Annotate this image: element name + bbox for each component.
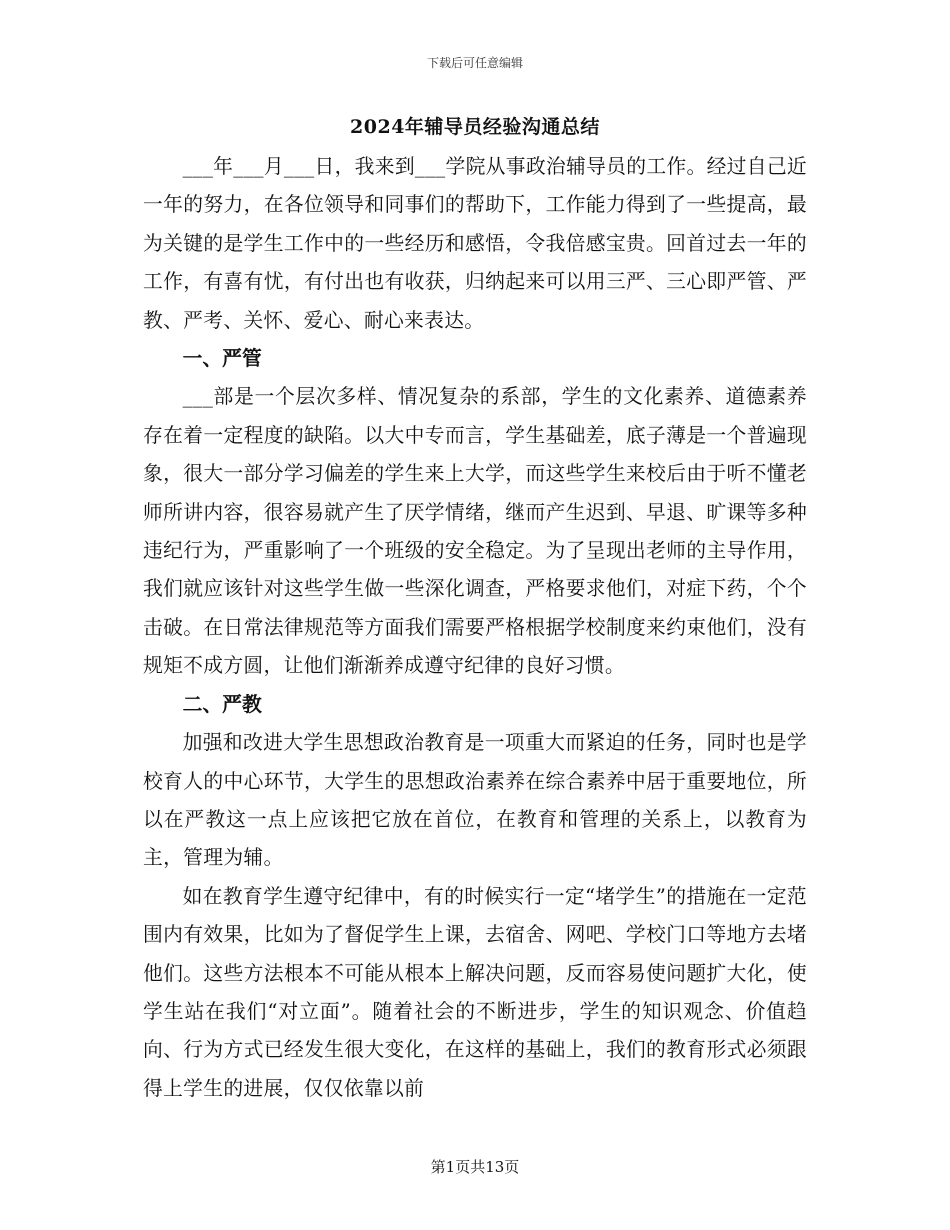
intro-paragraph: ___年___月___日，我来到___学院从事政治辅导员的工作。经过自己近一年的努力，在各位领导和同事们的帮助下，工作能力得到了一些提高，最为关键的是学生工作中的一些经历和感悟，令我倍感宝贵。回首过去一年的工作，有喜有忧，有付出也有收获，归纳起来可以用三严、三心即严管、严教、严考、关怀、爱心、耐心来表达。: [143, 155, 807, 332]
section-2-paragraph-2: 如在教育学生遵守纪律中，有的时候实行一定“堵学生”的措施在一定范围内有效果，比如为了督促学生上课，去宿舍、网吧、学校门口等地方去堵他们。这些方法根本不可能从根本上解决问题，反而容易使问题扩大化，使学生站在我们“对立面”。随着社会的不断进步，学生的知识观念、价值趋向、行为方式已经发生很大变化，在这样的基础上，我们的教育形式必须跟得上学生的进展，仅仅依靠以前: [143, 884, 807, 1100]
header-note: 下载后可任意编辑: [426, 56, 523, 70]
section-heading-2: 二、严教: [182, 692, 262, 716]
document-title: 2024年辅导员经验沟通总结: [350, 116, 600, 138]
section-heading-1: 一、严管: [182, 347, 262, 371]
section-1-paragraph: ___部是一个层次多样、情况复杂的系部，学生的文化素养、道德素养存在着一定程度的缺陷。以大中专而言，学生基础差，底子薄是一个普遍现象，很大一部分学习偏差的学生来上大学，而这些学生来校后由于听不懂老师所讲内容，很容易就产生了厌学情绪，继而产生迟到、早退、旷课等多种违纪行为，严重影响了一个班级的安全稳定。为了呈现出老师的主导作用，我们就应该针对这些学生做一些深化调查，严格要求他们，对症下药，个个击破。在日常法律规范等方面我们需要严格根据学校制度来约束他们，没有规矩不成方圆，让他们渐渐养成遵守纪律的良好习惯。: [143, 385, 807, 678]
document-body: [143, 112, 807, 1108]
section-2-paragraph-1: 加强和改进大学生思想政治教育是一项重大而紧迫的任务，同时也是学校育人的中心环节，大学生的思想政治素养在综合素养中居于重要地位，所以在严教这一点上应该把它放在首位，在教育和管理的关系上，以教育为主，管理为辅。: [143, 731, 807, 870]
page-number: 第1页共13页: [430, 1158, 520, 1176]
